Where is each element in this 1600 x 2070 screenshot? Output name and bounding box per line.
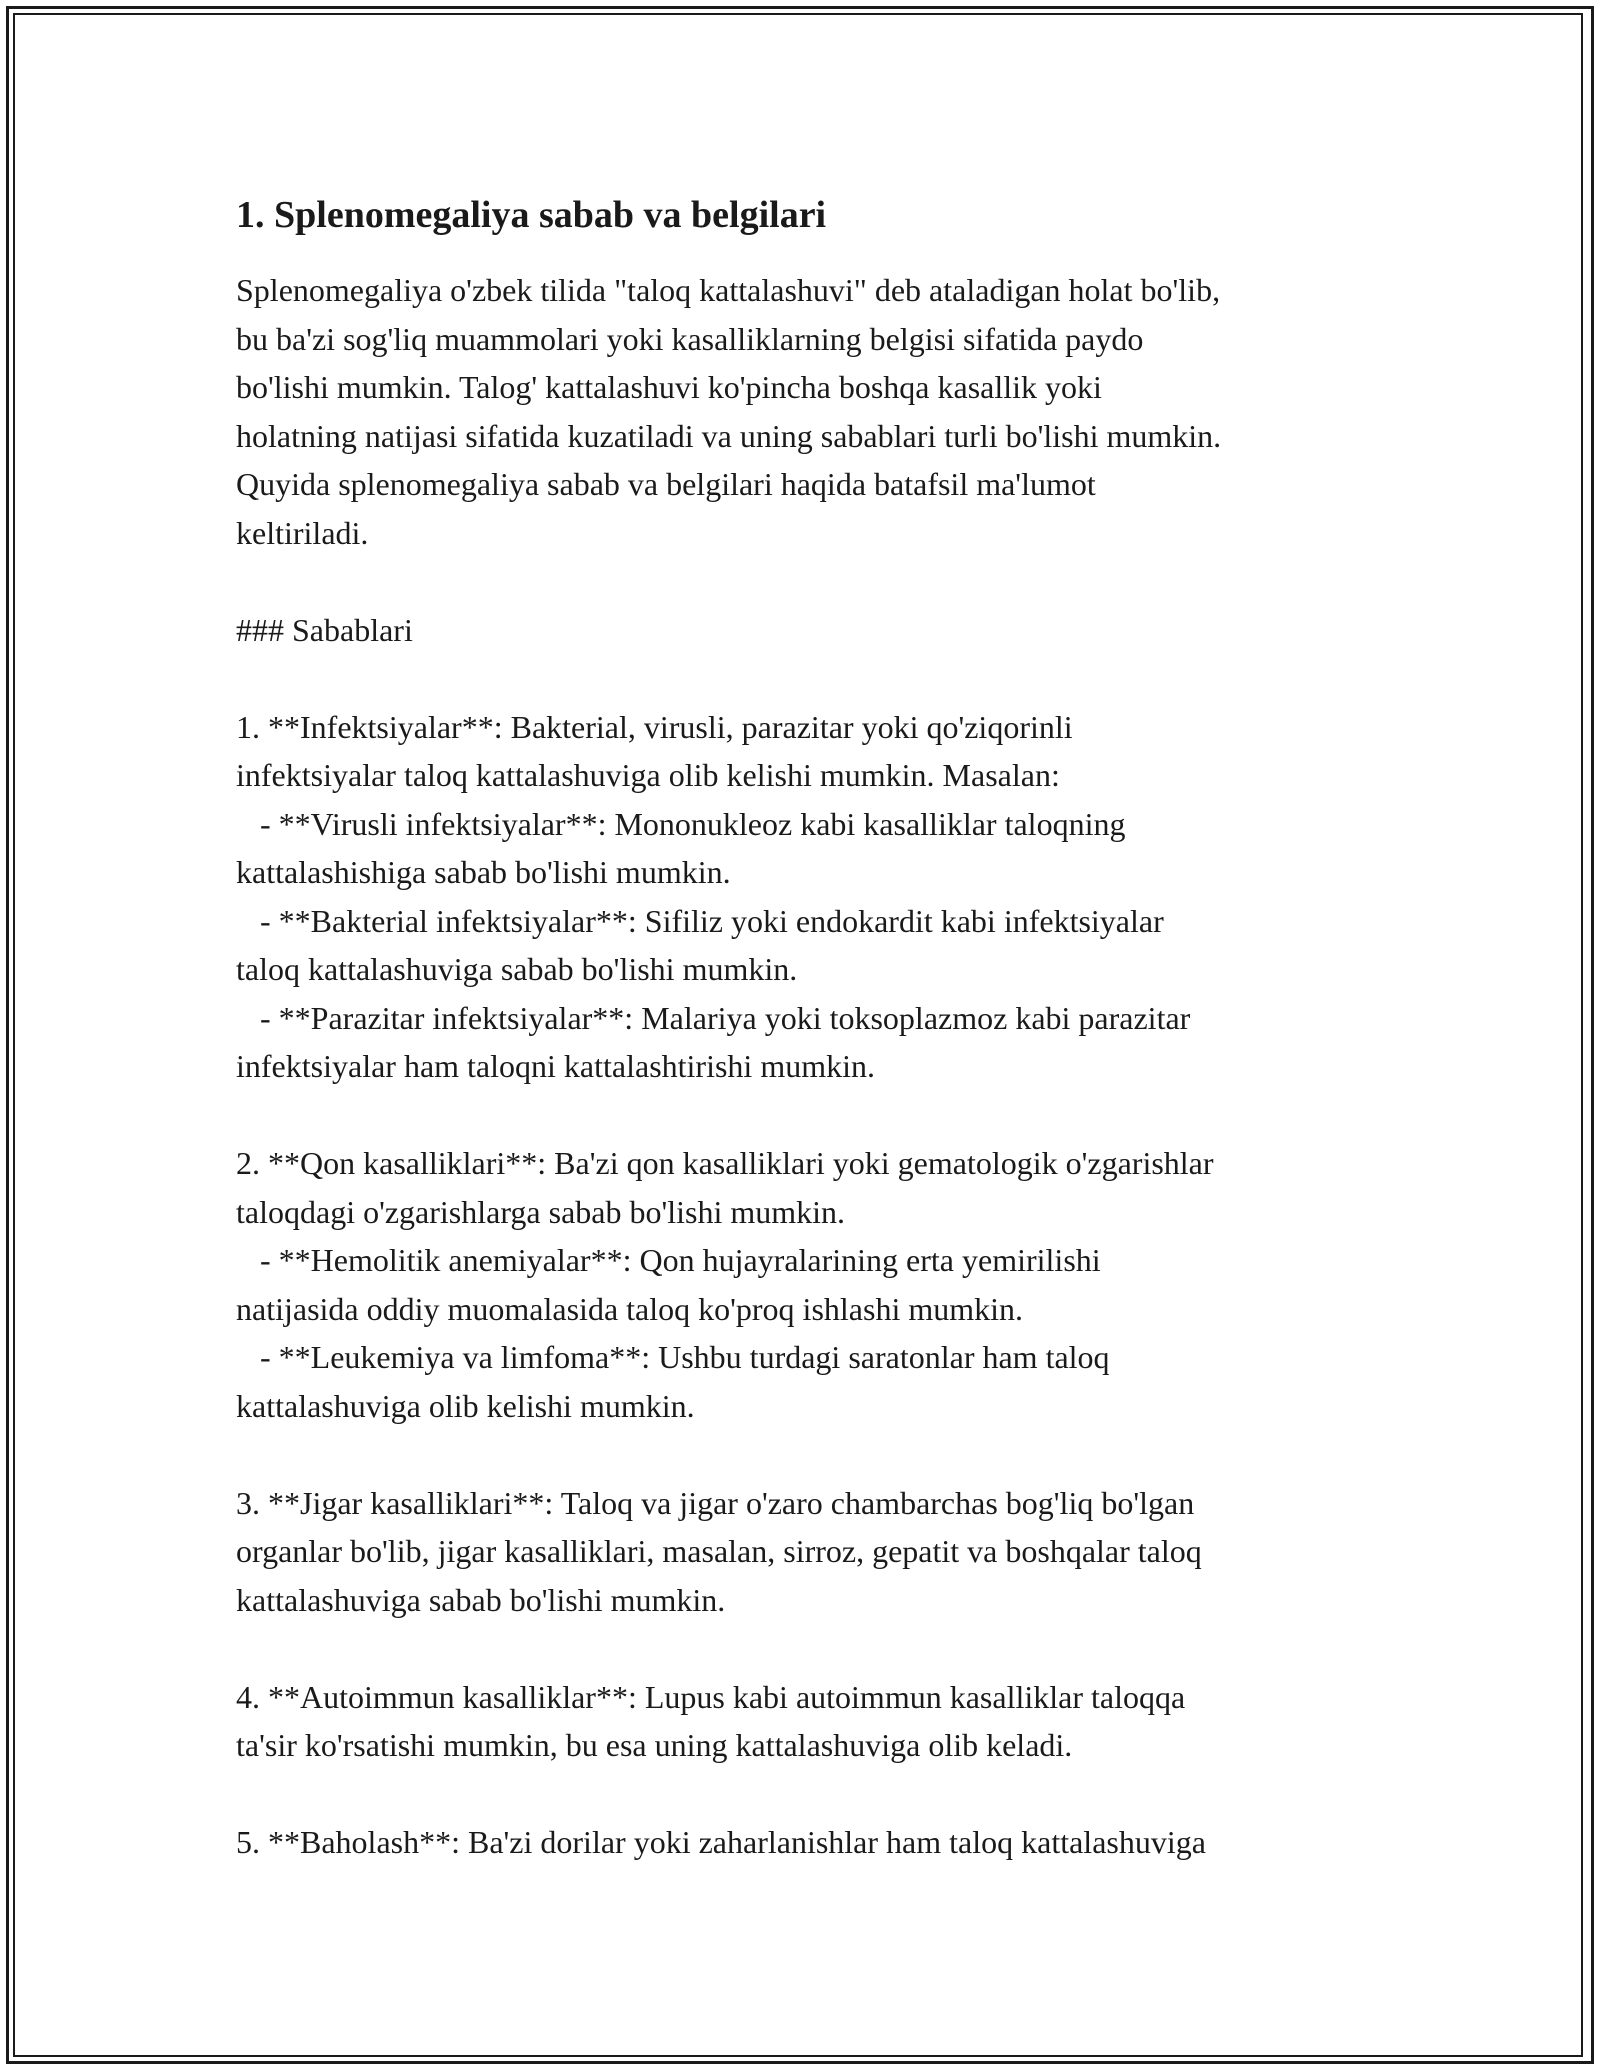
list-item-line: kattalashishiga sabab bo'lishi mumkin. (236, 854, 731, 890)
list-item-line: - **Virusli infektsiyalar**: Mononukleoz kabi kasalliklar taloqning (236, 805, 1126, 842)
intro-line: bu ba'zi sog'liq muammolari yoki kasalliklarning belgisi sifatida paydo (236, 320, 1144, 357)
list-item-line: taloq kattalashuviga sabab bo'lishi mumkin. (236, 951, 798, 987)
document-body (236, 186, 1376, 1867)
list-item-assessment (236, 1818, 1376, 1867)
list-item-line: - **Parazitar infektsiyalar**: Malariya yoki toksoplazmoz kabi parazitar (236, 999, 1191, 1036)
intro-line: keltiriladi. (236, 514, 369, 551)
intro-line: holatning natijasi sifatida kuzatiladi va uning sabablari turli bo'lishi mumkin. (236, 417, 1222, 454)
page-title: 1. Splenomegaliya sabab va belgilari (236, 194, 827, 236)
list-item-line: organlar bo'lib, jigar kasalliklari, masalan, sirroz, gepatit va boshqalar taloq (236, 1533, 1202, 1569)
list-item-blood-diseases (236, 1139, 1376, 1430)
list-item-line: - **Leukemiya va limfoma**: Ushbu turdagi saratonlar ham taloq (236, 1339, 1110, 1375)
list-item-line: 4. **Autoimmun kasalliklar**: Lupus kabi autoimmun kasalliklar taloqqa (236, 1678, 1186, 1715)
list-item-line: kattalashuviga sabab bo'lishi mumkin. (236, 1581, 726, 1618)
list-item-line: infektsiyalar ham taloqni kattalashtirishi mumkin. (236, 1048, 875, 1084)
intro-line: bo'lishi mumkin. Talog' kattalashuvi ko'pincha boshqa kasallik yoki (236, 369, 1102, 405)
list-item-line: 3. **Jigar kasalliklari**: Taloq va jigar o'zaro chambarchas bog'liq bo'lgan (236, 1484, 1195, 1521)
intro-line: Quyida splenomegaliya sabab va belgilari haqida batafsil ma'lumot (236, 466, 1096, 502)
list-item-line: taloqdagi o'zgarishlarga sabab bo'lishi mumkin. (236, 1193, 846, 1230)
list-item-line: kattalashuviga olib kelishi mumkin. (236, 1387, 695, 1424)
list-item-line: 1. **Infektsiyalar**: Bakterial, virusli, parazitar yoki qo'ziqorinli (236, 708, 1073, 745)
list-item-liver-diseases (236, 1479, 1376, 1625)
list-item-line: - **Hemolitik anemiyalar**: Qon hujayralarining erta yemirilishi (236, 1242, 1101, 1278)
list-item-line: infektsiyalar taloq kattalashuviga olib kelishi mumkin. Masalan: (236, 757, 1060, 793)
list-item-autoimmune-diseases (236, 1673, 1376, 1770)
list-item-line: 5. **Baholash**: Ba'zi dorilar yoki zaharlanishlar ham taloq kattalashuviga (236, 1824, 1206, 1860)
list-item-infections (236, 703, 1376, 1091)
list-item-line: 2. **Qon kasalliklari**: Ba'zi qon kasalliklari yoki gematologik o'zgarishlar (236, 1145, 1214, 1181)
section-heading: ### Sabablari (236, 611, 413, 648)
list-item-line: - **Bakterial infektsiyalar**: Sifiliz yoki endokardit kabi infektsiyalar (236, 902, 1164, 939)
list-item-line: ta'sir ko'rsatishi mumkin, bu esa uning kattalashuviga olib keladi. (236, 1727, 1073, 1763)
intro-line: Splenomegaliya o'zbek tilida "taloq kattalashuvi" deb ataladigan holat bo'lib, (236, 272, 1221, 308)
intro-paragraph (236, 266, 1376, 557)
list-item-line: natijasida oddiy muomalasida taloq ko'proq ishlashi mumkin. (236, 1290, 1023, 1327)
